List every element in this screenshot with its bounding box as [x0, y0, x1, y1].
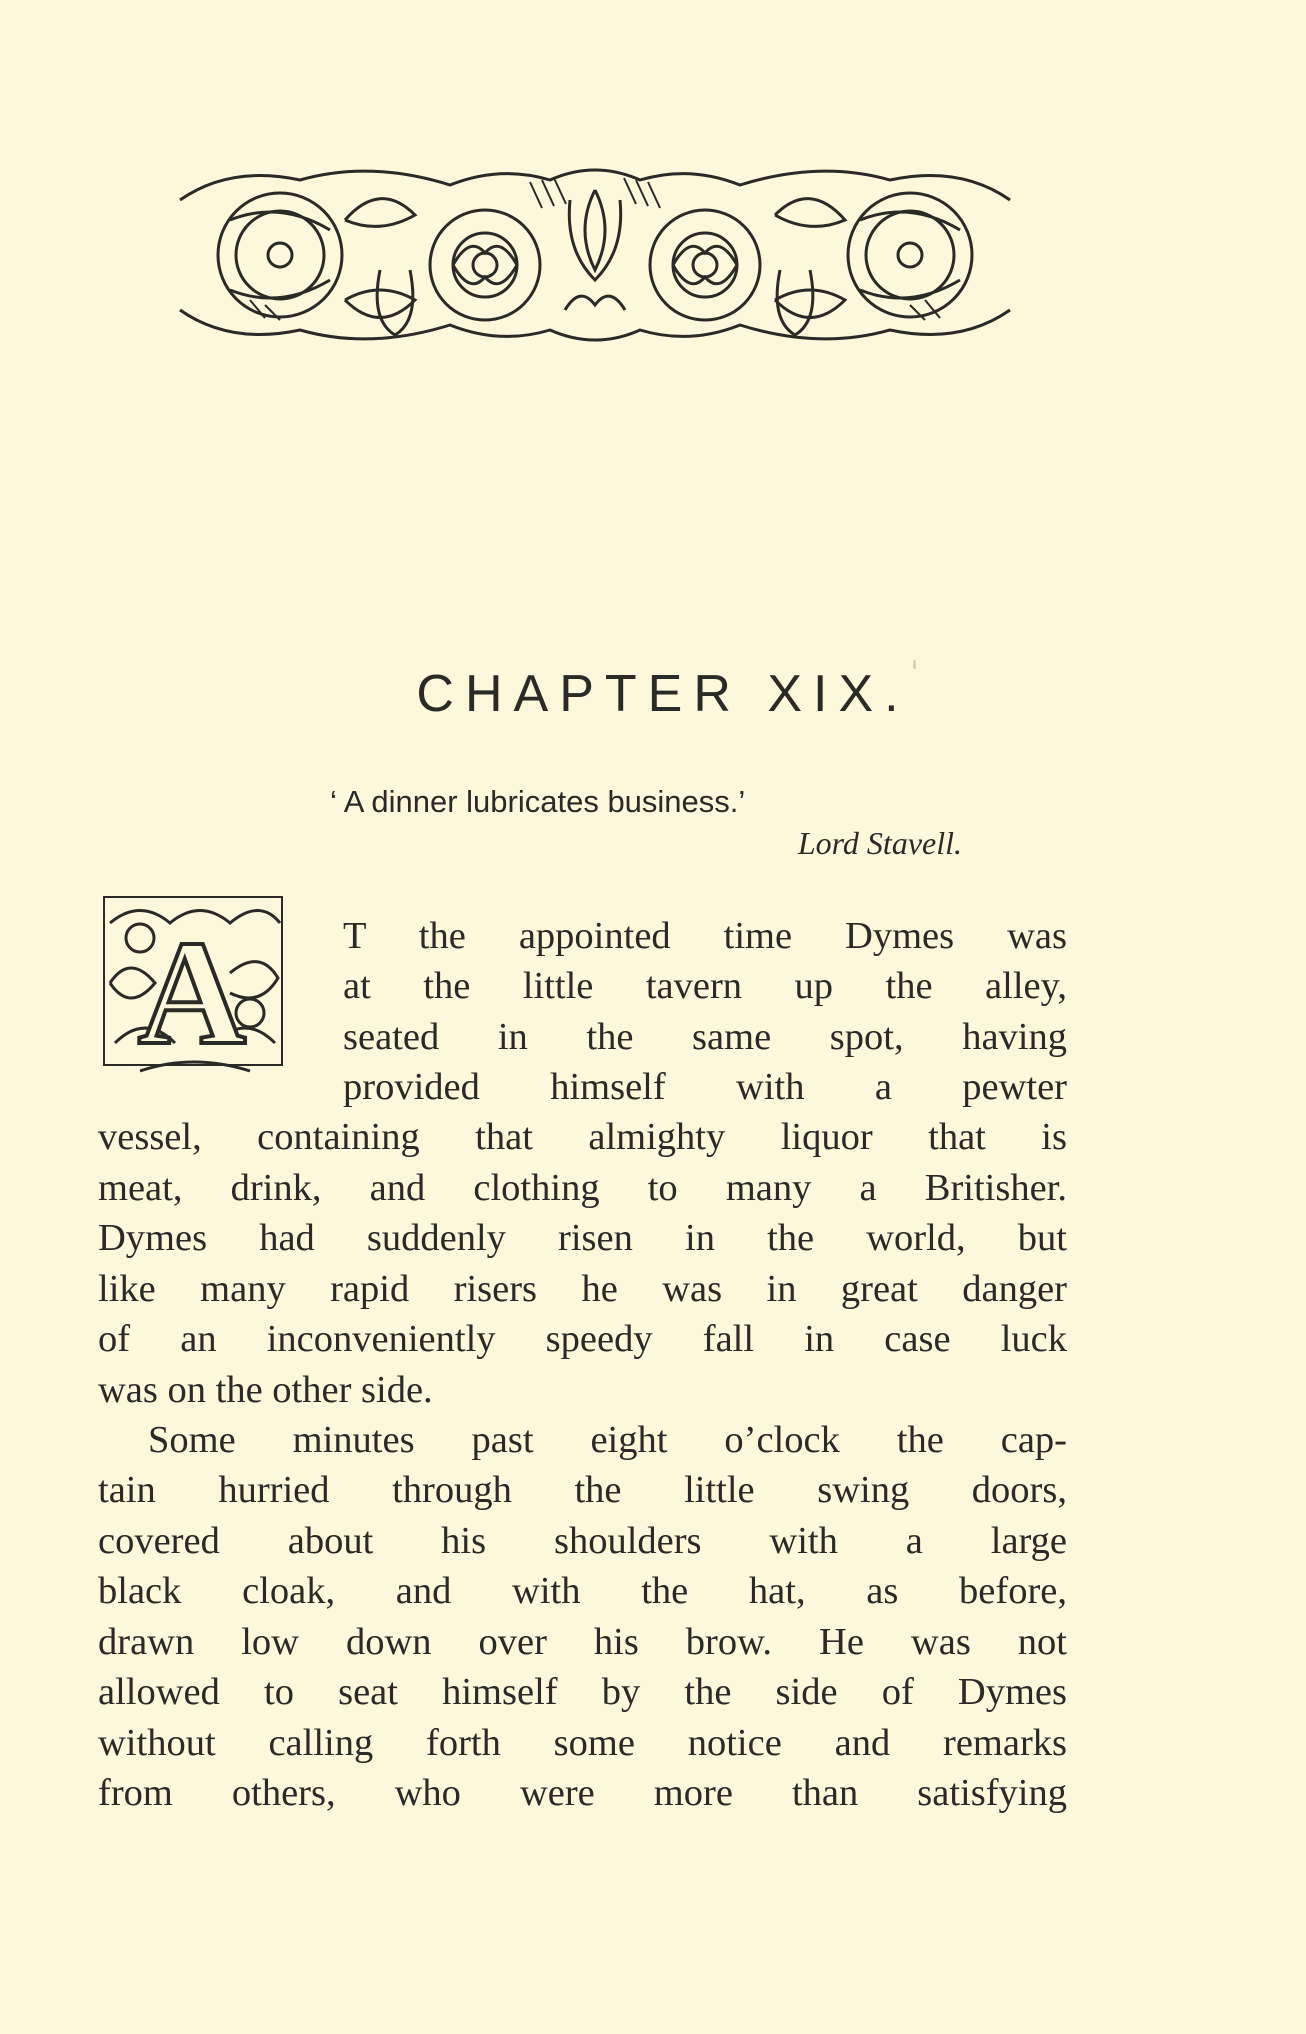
body-line: vessel, containing that almighty liquor that is — [98, 1116, 1067, 1158]
body-line: T the appointed time Dymes was — [343, 915, 1067, 957]
body-line: meat, drink, and clothing to many a Britisher. — [98, 1167, 1067, 1209]
body-line: black cloak, and with the hat, as before, — [98, 1570, 1067, 1612]
body-line: seated in the same spot, having — [343, 1016, 1067, 1058]
body-line: from others, who were more than satisfying — [98, 1772, 1067, 1814]
epigraph-quote: ‘ A dinner lubricates business.’ — [330, 784, 746, 819]
body-line: Some minutes past eight o’clock the cap- — [148, 1419, 1067, 1461]
body-line: like many rapid risers he was in great danger — [98, 1268, 1067, 1310]
body-line: covered about his shoulders with a large — [98, 1520, 1067, 1562]
body-line: allowed to seat himself by the side of Dymes — [98, 1671, 1067, 1713]
body-line: without calling forth some notice and remarks — [98, 1722, 1067, 1764]
body-line: tain hurried through the little swing doors, — [98, 1469, 1067, 1511]
body-line: of an inconveniently speedy fall in case luck — [98, 1318, 1067, 1360]
body-line: at the little tavern up the alley, — [343, 965, 1067, 1007]
drop-cap-letter — [100, 893, 286, 1083]
drop-cap-letter-text: A — [137, 910, 247, 1076]
body-line: drawn low down over his brow. He was not — [98, 1621, 1067, 1663]
body-line: was on the other side. — [98, 1369, 433, 1411]
headpiece-ornament — [170, 160, 1020, 350]
body-line: Dymes had suddenly risen in the world, but — [98, 1217, 1067, 1259]
body-line: provided himself with a pewter — [343, 1066, 1067, 1108]
epigraph-source: Lord Stavell. — [797, 825, 962, 861]
chapter-title: CHAPTER XIX. — [416, 665, 910, 723]
